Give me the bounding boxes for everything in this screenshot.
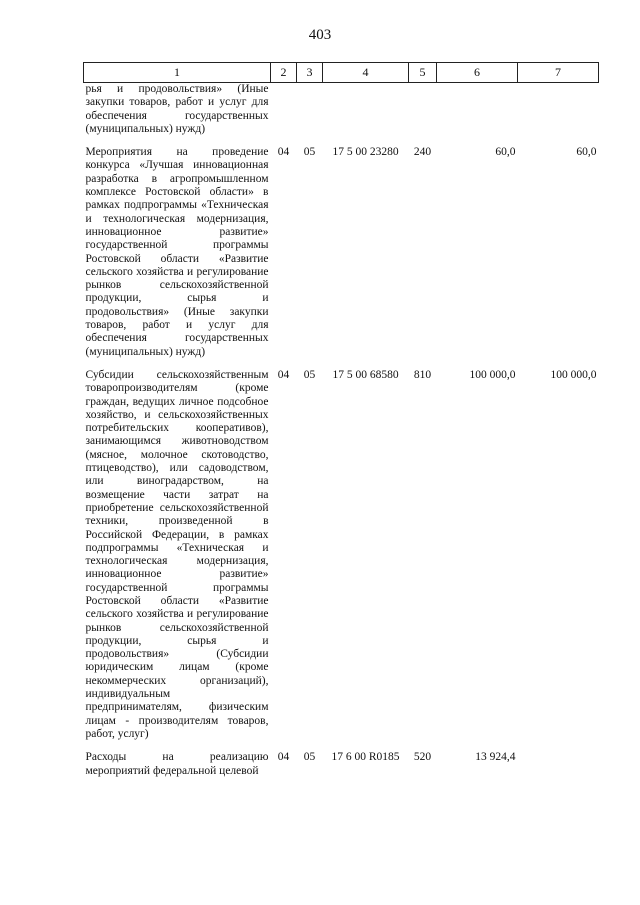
row-description: рья и продовольствия» (Иные закупки товаров, работ и услуг для обеспечения государственных (муниципальных) нужд) — [85, 83, 269, 135]
row-section — [271, 83, 297, 137]
row-expense-type: 810 — [413, 368, 432, 381]
row-amount-2 — [518, 83, 599, 137]
row-target-article: 17 6 00 R0185 — [331, 751, 400, 764]
budget-table — [83, 62, 599, 778]
table-row — [84, 751, 599, 778]
row-spacer — [84, 359, 599, 369]
table-row — [84, 146, 599, 359]
row-amount-1: 100 000,0 — [469, 368, 516, 381]
row-section: 04 — [277, 751, 290, 764]
row-amount-1 — [437, 83, 518, 137]
row-expense-type: 240 — [413, 146, 432, 159]
row-amount-1: 60,0 — [495, 146, 516, 159]
row-section: 04 — [277, 146, 290, 159]
header-col-7: 7 — [518, 63, 599, 83]
row-target-article: 17 5 00 68580 — [332, 368, 399, 381]
row-target-article: 17 5 00 23280 — [332, 146, 399, 159]
row-spacer — [84, 136, 599, 146]
table-row — [84, 83, 599, 137]
row-description: Субсидии сельскохозяйственным товаропроизводителям (кроме граждан, ведущих личное подсобное хозяйство, и сельскохозяйственных потребительских кооперативов), занимающимся животноводством (мясное, молочное скотоводство, птицеводство), или садоводством, или виноградарством, на возмещение части затрат на приобретение сельскохозяйственной техники, произведенной в Российской Федерации, в рамках подпрограммы «Техническая и технологическая модернизация, инновационное развитие» государственной программы Ростовской области «Развитие сельского хозяйства и регулирование рынков сельскохозяйственной продукции, сырья и продовольствия» (Субсидии юридическим лицам (кроме некоммерческих организаций), индивидуальным предпринимателям, физическим лицам - производителям товаров, работ, услуг) — [85, 368, 269, 740]
row-amount-2: 100 000,0 — [550, 368, 597, 381]
row-spacer — [84, 741, 599, 751]
table-row — [84, 369, 599, 741]
row-section: 04 — [277, 368, 290, 381]
header-col-6: 6 — [437, 63, 518, 83]
header-col-3: 3 — [297, 63, 323, 83]
row-subsection: 05 — [303, 146, 316, 159]
page-number: 403 — [308, 27, 332, 43]
row-subsection — [297, 83, 323, 137]
row-expense-type: 520 — [413, 751, 432, 764]
row-subsection: 05 — [303, 368, 316, 381]
row-description: Мероприятия на проведение конкурса «Лучшая инновационная разработка в агропромышленном комплексе Ростовской области» в рамках подпрограммы «Техническая и технологическая модернизация, инновационное развитие» государственной программы Ростовской области «Развитие сельского хозяйства и регулирование рынков сельскохозяйственной продукции, сырья и продовольствия» (Иные закупки товаров, работ и услуг для обеспечения государственных (муниципальных) нужд) — [85, 146, 269, 358]
header-col-1: 1 — [84, 63, 271, 83]
row-amount-2 — [518, 751, 599, 778]
row-amount-1: 13 924,4 — [475, 751, 516, 764]
row-description: Расходы на реализацию мероприятий федеральной целевой — [85, 751, 269, 777]
row-subsection: 05 — [303, 751, 316, 764]
header-col-4: 4 — [323, 63, 409, 83]
row-target-article — [323, 83, 409, 137]
row-amount-2: 60,0 — [576, 146, 597, 159]
table-header — [84, 63, 599, 83]
header-col-5: 5 — [409, 63, 437, 83]
header-col-2: 2 — [271, 63, 297, 83]
row-expense-type — [409, 83, 437, 137]
